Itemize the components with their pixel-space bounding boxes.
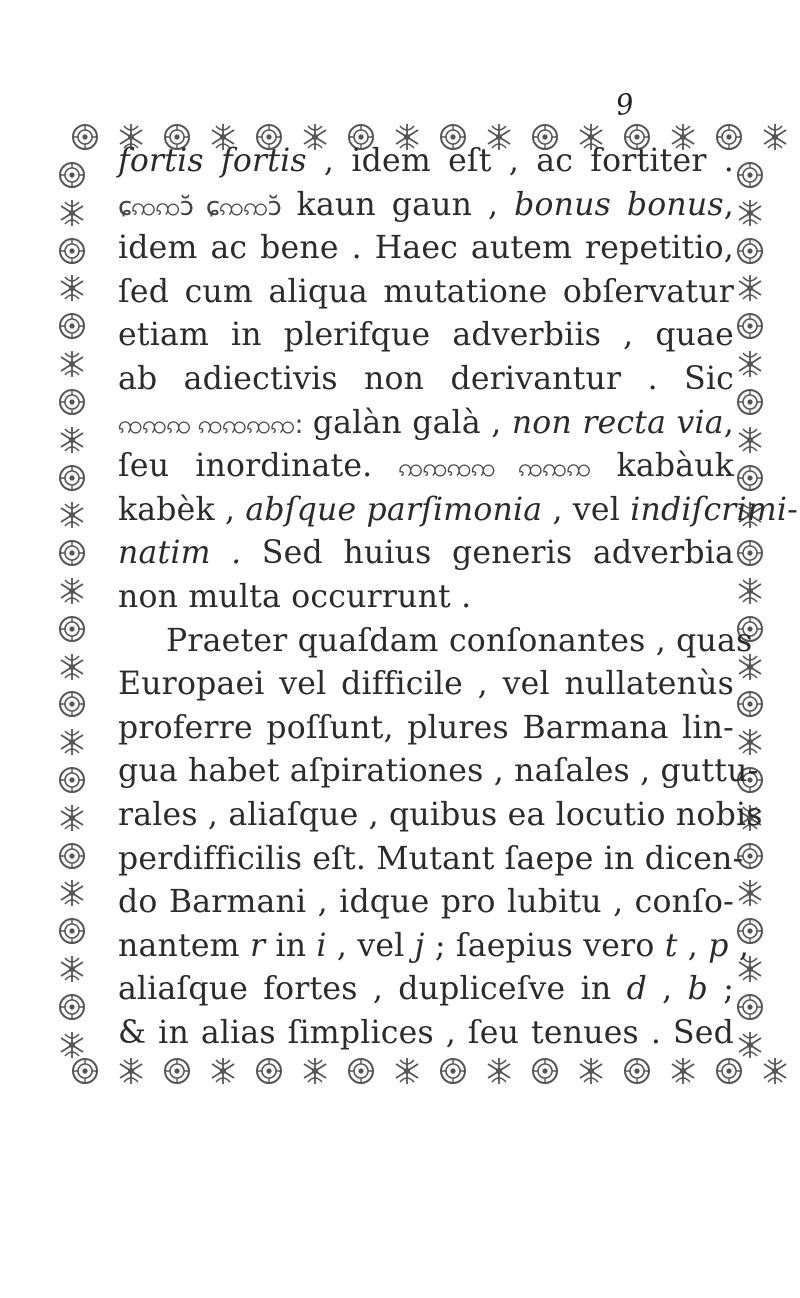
rosette-icon bbox=[70, 122, 100, 152]
rosette-icon bbox=[254, 1056, 284, 1086]
italic-segment: t bbox=[664, 927, 678, 964]
leaf-icon bbox=[735, 198, 765, 228]
text-segment: gua habet aſpirationes , naſales , guttu- bbox=[118, 753, 759, 790]
text-segment: kaun gaun , bbox=[280, 186, 515, 223]
ornament-border-left bbox=[52, 160, 92, 1060]
text-segment: Sed huius generis adverbia bbox=[241, 535, 734, 572]
burmese-script: ꩡꩡꩡꩡ ꩡꩡꩡ bbox=[398, 453, 591, 484]
rosette-icon bbox=[57, 160, 87, 190]
leaf-icon bbox=[735, 425, 765, 455]
rosette-icon bbox=[57, 236, 87, 266]
leaf-icon bbox=[57, 878, 87, 908]
leaf-icon bbox=[760, 1056, 790, 1086]
italic-segment: b bbox=[687, 971, 708, 1008]
leaf-icon bbox=[57, 273, 87, 303]
rosette-icon bbox=[57, 765, 87, 795]
leaf-icon bbox=[735, 576, 765, 606]
text-segment: ſed cum aliqua mutatione obſervatur bbox=[118, 273, 734, 310]
text-segment: ; bbox=[707, 971, 735, 1008]
text-segment: , idem eſt , ac fortiter . bbox=[306, 143, 734, 179]
text-segment: kabàuk bbox=[590, 448, 734, 485]
rosette-icon bbox=[70, 1056, 100, 1086]
leaf-icon bbox=[300, 1056, 330, 1086]
italic-segment: abſque parſimonia bbox=[245, 491, 543, 528]
leaf-icon bbox=[484, 1056, 514, 1086]
burmese-script: ꩡꩡꩡ ꩡꩡꩡꩡ: bbox=[118, 409, 303, 440]
italic-segment: i bbox=[316, 927, 327, 964]
rosette-icon bbox=[735, 992, 765, 1022]
text-segment: , bbox=[723, 186, 734, 223]
text-line-4 bbox=[118, 271, 734, 315]
text-line-1 bbox=[118, 140, 734, 184]
text-segment: ab adiectivis non derivantur . Sic bbox=[118, 360, 734, 397]
text-segment: kabèk , bbox=[118, 491, 246, 528]
rosette-icon bbox=[714, 1056, 744, 1086]
italic-segment: p bbox=[708, 927, 729, 964]
leaf-icon bbox=[57, 954, 87, 984]
leaf-icon bbox=[576, 1056, 606, 1086]
text-line-12 bbox=[118, 620, 753, 664]
rosette-icon bbox=[530, 1056, 560, 1086]
text-line-10 bbox=[118, 532, 734, 576]
text-segment: , bbox=[646, 971, 688, 1008]
italic-segment: j bbox=[414, 927, 425, 964]
rosette-icon bbox=[57, 916, 87, 946]
leaf-icon bbox=[760, 122, 790, 152]
leaf-icon bbox=[735, 878, 765, 908]
italic-segment: non recta via bbox=[511, 404, 724, 441]
text-line-19 bbox=[118, 925, 750, 969]
italic-segment: indiſcrimi- bbox=[630, 491, 799, 528]
leaf-icon bbox=[57, 500, 87, 530]
rosette-icon bbox=[57, 538, 87, 568]
text-segment: nantem bbox=[118, 927, 250, 964]
text-segment: ; ſaepius vero bbox=[424, 927, 665, 964]
text-line-7 bbox=[118, 402, 734, 446]
rosette-icon bbox=[57, 992, 87, 1022]
ornament-border-bottom bbox=[70, 1054, 790, 1088]
rosette-icon bbox=[735, 160, 765, 190]
rosette-icon bbox=[735, 311, 765, 341]
rosette-icon bbox=[622, 1056, 652, 1086]
italic-segment: d bbox=[626, 971, 647, 1008]
leaf-icon bbox=[57, 198, 87, 228]
text-segment: , vel bbox=[326, 927, 415, 964]
text-line-18 bbox=[118, 881, 734, 925]
text-segment: galàn galà , bbox=[302, 404, 512, 441]
burmese-script: ɕꩡꩡɔ̆ ɕꩡꩡɔ̆ bbox=[118, 191, 281, 222]
rosette-icon bbox=[735, 387, 765, 417]
rosette-icon bbox=[735, 538, 765, 568]
text-line-8 bbox=[118, 445, 734, 489]
leaf-icon bbox=[57, 803, 87, 833]
text-line-16 bbox=[118, 794, 763, 838]
rosette-icon bbox=[346, 1056, 376, 1086]
text-line-13 bbox=[118, 663, 734, 707]
text-line-5 bbox=[118, 314, 734, 358]
text-segment: in bbox=[265, 927, 317, 964]
text-segment: & in alias ſimplices , ſeu tenues . Sed bbox=[118, 1014, 734, 1051]
leaf-icon bbox=[57, 576, 87, 606]
body-text bbox=[118, 140, 799, 1055]
text-segment: ſeu inordinate. bbox=[118, 448, 399, 485]
text-segment: Europaei vel difficile , vel nullatenùs bbox=[118, 666, 734, 703]
ornament-border-right bbox=[730, 160, 770, 1060]
rosette-icon bbox=[735, 236, 765, 266]
text-segment: etiam in plerifque adverbiis , quae bbox=[118, 317, 734, 354]
text-segment: proferre poſſunt, plures Barmana lin- bbox=[118, 709, 734, 746]
rosette-icon bbox=[57, 463, 87, 493]
rosette-icon bbox=[735, 689, 765, 719]
rosette-icon bbox=[57, 841, 87, 871]
text-segment: idem ac bene . Haec autem repetitio, bbox=[118, 230, 734, 267]
leaf-icon bbox=[57, 349, 87, 379]
text-segment: do Barmani , idque pro lubitu , conſo- bbox=[118, 884, 734, 921]
leaf-icon bbox=[116, 1056, 146, 1086]
text-segment: rales , aliaſque , quibus ea locutio nobis bbox=[118, 796, 763, 833]
text-line-17 bbox=[118, 838, 744, 882]
text-line-6 bbox=[118, 358, 734, 402]
italic-segment: fortis fortis bbox=[118, 143, 307, 179]
leaf-icon bbox=[57, 425, 87, 455]
text-segment: perdifficilis eſt. Mutant ſaepe in dicen- bbox=[118, 840, 744, 877]
text-segment: non multa occurrunt . bbox=[118, 578, 472, 615]
italic-segment: bonus bonus bbox=[514, 186, 724, 223]
text-line-3 bbox=[118, 227, 734, 271]
text-segment: , vel bbox=[542, 491, 631, 528]
leaf-icon bbox=[668, 1056, 698, 1086]
leaf-icon bbox=[735, 273, 765, 303]
rosette-icon bbox=[162, 1056, 192, 1086]
leaf-icon bbox=[735, 349, 765, 379]
text-segment: aliaſque fortes , dupliceſve in bbox=[118, 971, 627, 1008]
page-marker: 9 bbox=[613, 86, 637, 123]
text-line-20 bbox=[118, 968, 734, 1012]
text-line-15 bbox=[118, 750, 759, 794]
text-line-21 bbox=[118, 1012, 734, 1056]
rosette-icon bbox=[57, 311, 87, 341]
rosette-icon bbox=[438, 1056, 468, 1086]
text-line-2 bbox=[118, 184, 734, 228]
text-segment: , bbox=[723, 404, 734, 441]
text-line-9 bbox=[118, 489, 799, 533]
text-line-14 bbox=[118, 707, 734, 751]
leaf-icon bbox=[392, 1056, 422, 1086]
rosette-icon bbox=[57, 387, 87, 417]
rosette-icon bbox=[735, 463, 765, 493]
rosette-icon bbox=[57, 614, 87, 644]
italic-segment: natim . bbox=[118, 535, 242, 572]
text-segment: , bbox=[728, 927, 750, 964]
leaf-icon bbox=[208, 1056, 238, 1086]
text-segment: , bbox=[677, 927, 709, 964]
rosette-icon bbox=[57, 689, 87, 719]
leaf-icon bbox=[57, 652, 87, 682]
leaf-icon bbox=[57, 727, 87, 757]
italic-segment: r bbox=[249, 927, 266, 964]
text-segment: Praeter quaſdam conſonantes , quas bbox=[166, 622, 753, 659]
text-line-11 bbox=[118, 576, 734, 620]
